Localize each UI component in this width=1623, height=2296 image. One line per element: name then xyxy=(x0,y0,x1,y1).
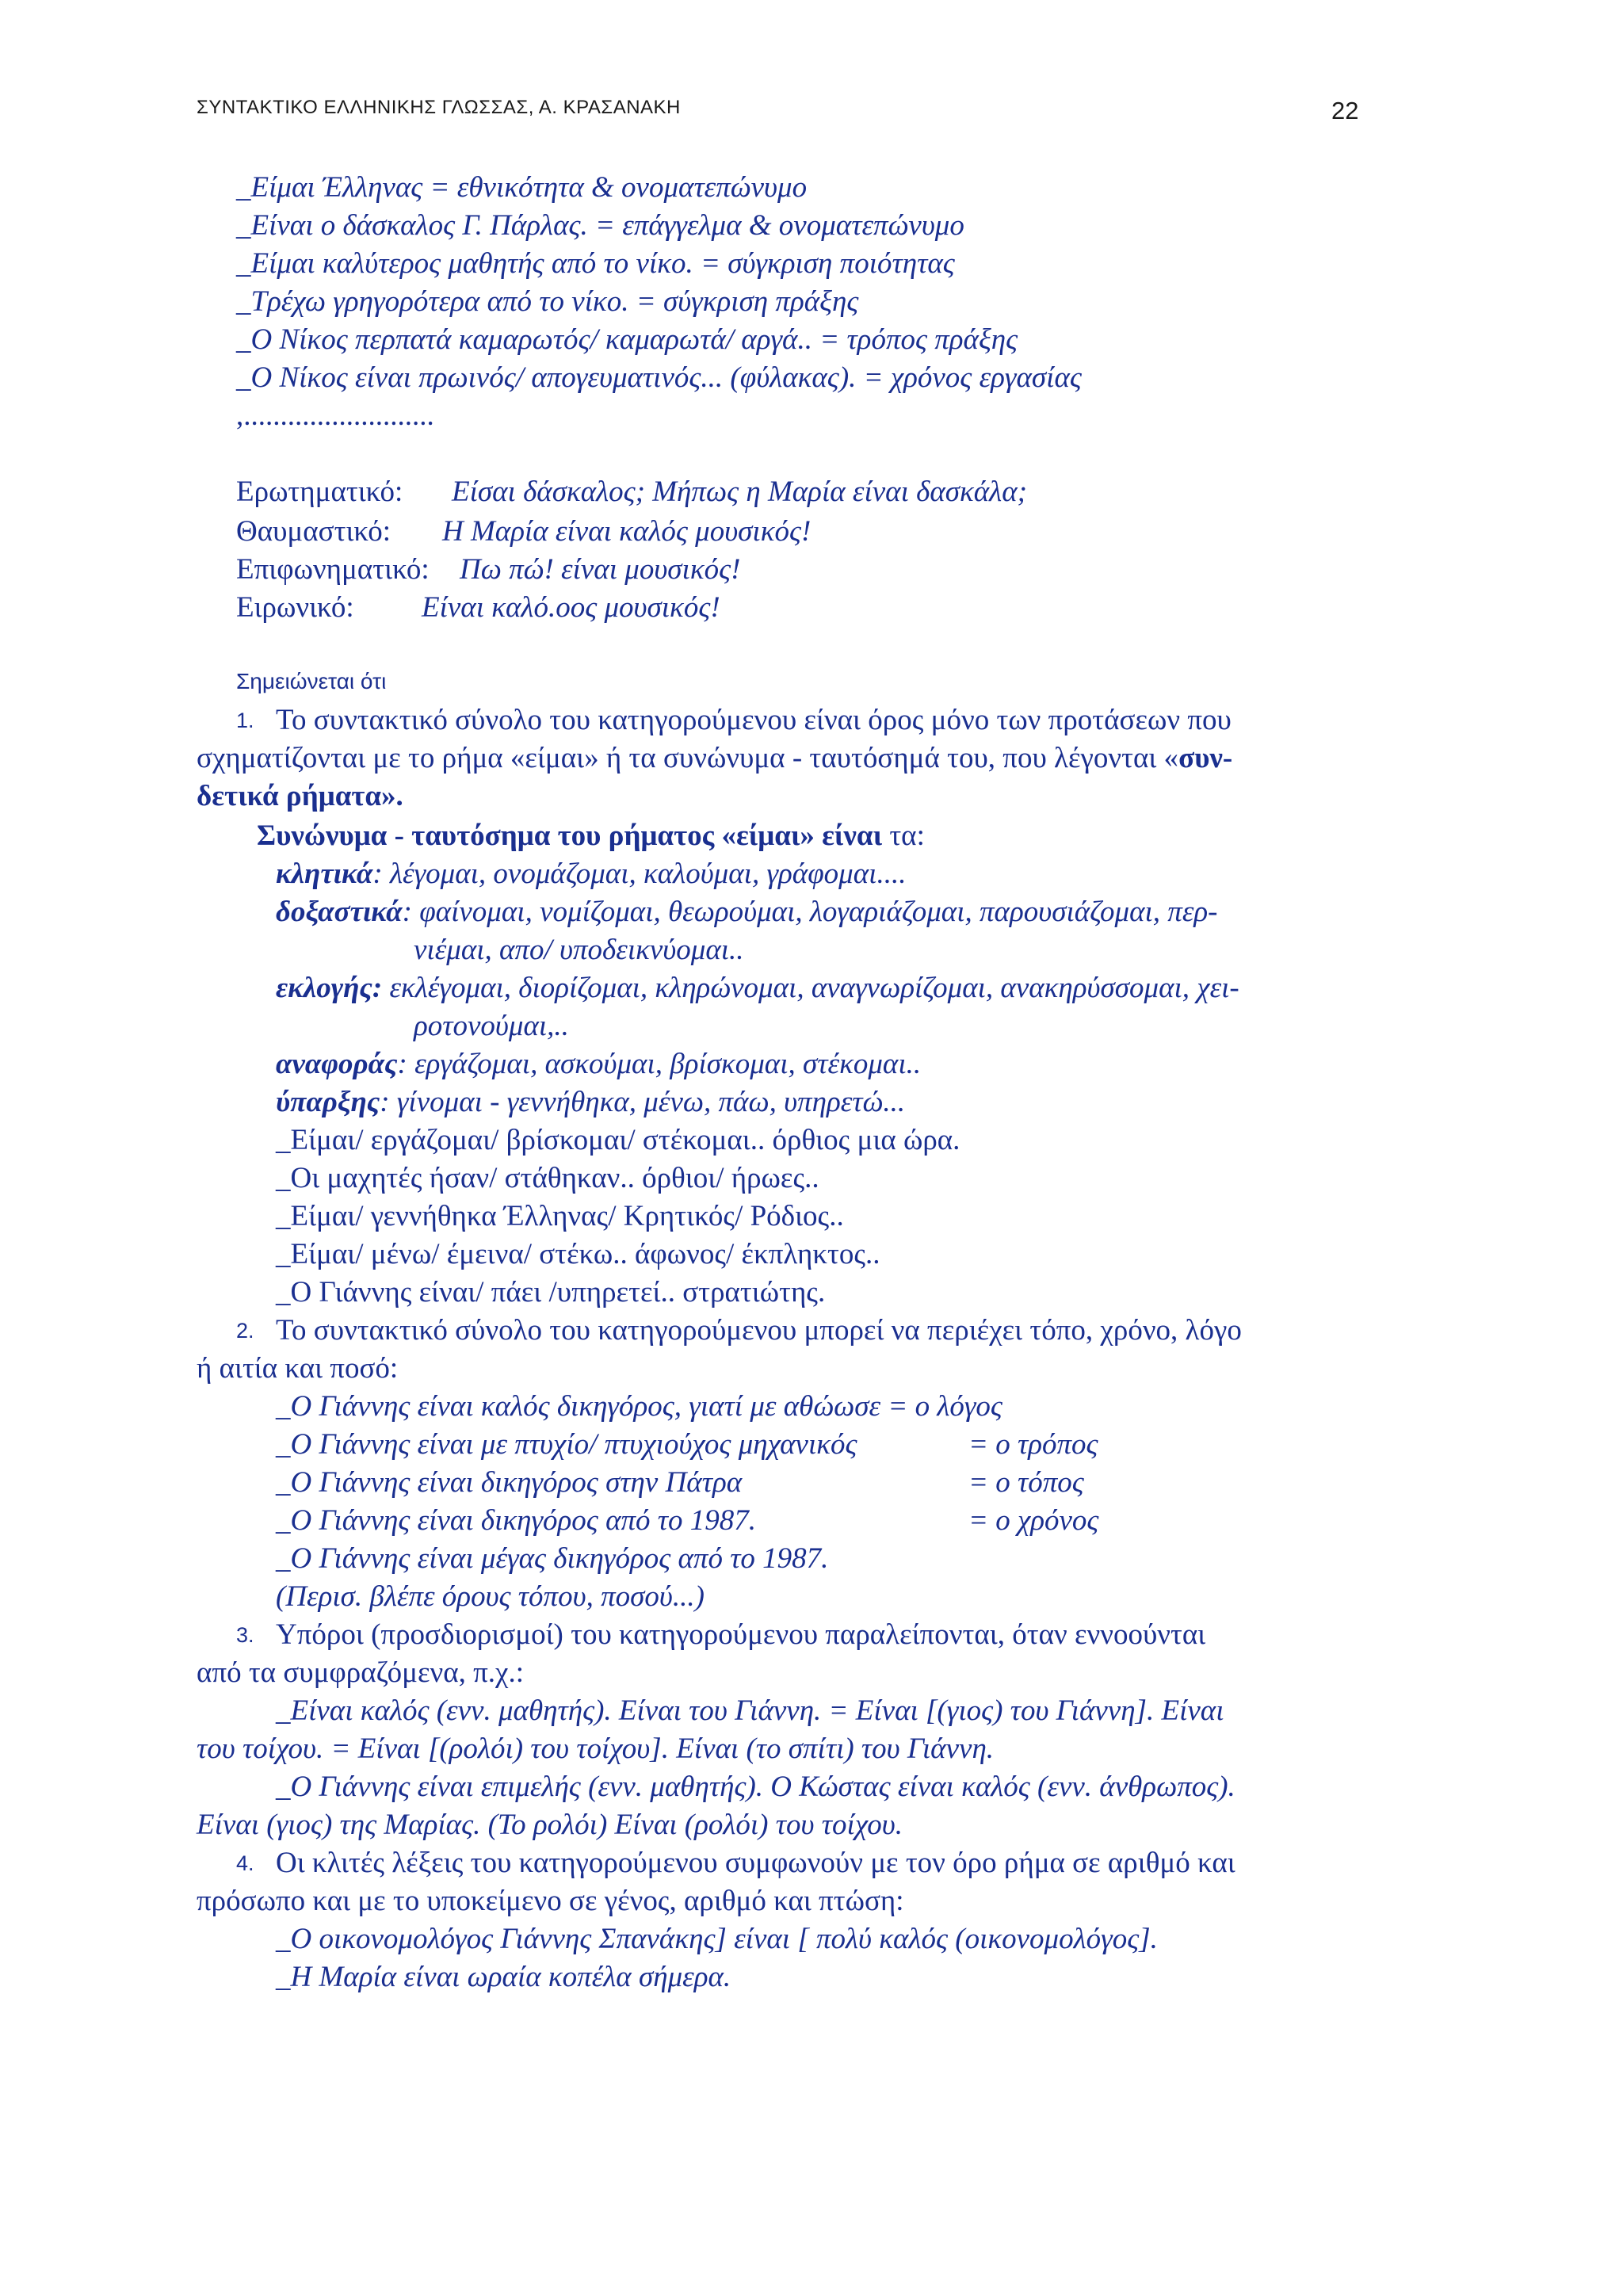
example-line: _Είμαι καλύτερος μαθητής από το νίκο. = σύγκριση ποιότητας xyxy=(236,247,955,280)
kind-example: Η Μαρία είναι καλός μουσικός! xyxy=(442,515,812,548)
kind-example: Είναι καλό.οος μουσικός! xyxy=(422,591,720,624)
example-gloss: = ο τόπος xyxy=(968,1466,1084,1499)
example-line: _Οι μαχητές ήσαν/ στάθηκαν.. όρθιοι/ ήρωες.. xyxy=(276,1162,819,1194)
point-number: 2. xyxy=(236,1319,254,1343)
kind-label: Ερωτηματικό: xyxy=(236,476,403,508)
example-line: _Τρέχω γρηγορότερα από το νίκο. = σύγκριση πράξης xyxy=(236,285,859,318)
kind-example: Πω πώ! είναι μουσικός! xyxy=(460,553,741,586)
example-line: _Ο οικονομολόγος Γιάννης Σπανάκης] είναι [ πολύ καλός (οικονομολόγος]. xyxy=(276,1923,1158,1955)
category-line: δοξαστικά: φαίνομαι, νομίζομαι, θεωρούμαι, λογαριάζομαι, παρουσιάζομαι, περ- xyxy=(276,896,1218,928)
category-continuation: ροτονούμαι,.. xyxy=(414,1010,569,1042)
kind-label: Ειρωνικό: xyxy=(236,591,354,624)
note-heading: Σημειώνεται ότι xyxy=(236,669,387,693)
category-line: ύπαρξης: γίνομαι - γεννήθηκα, μένω, πάω, υπηρετώ... xyxy=(276,1086,906,1118)
paragraph-line: δετικά ρήματα». xyxy=(197,780,403,812)
example-line: _Η Μαρία είναι ωραία κοπέλα σήμερα. xyxy=(276,1961,731,1993)
example-line: _Είμαι/ γεννήθηκα Έλληνας/ Κρητικός/ Ρόδιος.. xyxy=(276,1200,844,1232)
paragraph-line: πρόσωπο και με το υποκείμενο σε γένος, αριθμό και πτώση: xyxy=(197,1885,904,1917)
example-line: _Ο Νίκος περπατά καμαρωτός/ καμαρωτά/ αργά.. = τρόπος πράξης xyxy=(236,323,1018,356)
example-line: _Είμαι Έλληνας = εθνικότητα & ονοματεπώνυμο xyxy=(236,171,808,204)
category-continuation: νιέμαι, απο/ υποδεικνύομαι.. xyxy=(414,934,744,966)
example-line: _Είμαι/ εργάζομαι/ βρίσκομαι/ στέκομαι.. όρθιος μια ώρα. xyxy=(276,1124,960,1156)
paragraph-line: Το συντακτικό σύνολο του κατηγορούμενου είναι όρος μόνο των προτάσεων που xyxy=(276,704,1232,736)
paragraph-line: Οι κλιτές λέξεις του κατηγορούμενου συμφωνούν με τον όρο ρήμα σε αριθμό και xyxy=(276,1847,1235,1879)
example-line: _Είναι ο δάσκαλος Γ. Πάρλας. = επάγγελμα & ονοματεπώνυμο xyxy=(236,209,964,242)
paragraph-line: σχηματίζονται με το ρήμα «είμαι» ή τα συνώνυμα - ταυτόσημά του, που λέγονται «συν- xyxy=(197,742,1233,774)
example-line: _Είναι καλός (ενν. μαθητής). Είναι του Γιάννη. = Είναι [(γιος) του Γιάννη]. Είναι xyxy=(276,1694,1224,1727)
example-line: _Ο Νίκος είναι πρωινός/ απογευματινός... (φύλακας). = χρόνος εργασίας xyxy=(236,361,1082,394)
category-line: εκλογής: εκλέγομαι, διορίζομαι, κληρώνομαι, αναγνωρίζομαι, ανακηρύσσομαι, χει- xyxy=(276,972,1239,1004)
example-line: _Ο Γιάννης είναι καλός δικηγόρος, γιατί με αθώωσε = ο λόγος xyxy=(276,1390,1002,1423)
paragraph-line: Υπόροι (προσδιορισμοί) του κατηγορούμενου παραλείπονται, όταν εννοούνται xyxy=(276,1618,1206,1651)
kind-example: Είσαι δάσκαλος; Μήπως η Μαρία είναι δασκάλα; xyxy=(452,476,1027,508)
example-line: _Ο Γιάννης είναι/ πάει /υπηρετεί.. στρατιώτης. xyxy=(276,1276,826,1308)
example-line: _Ο Γιάννης είναι με πτυχίο/ πτυχιούχος μηχανικός xyxy=(276,1428,857,1461)
point-number: 4. xyxy=(236,1851,254,1875)
example-line: _Ο Γιάννης είναι μέγας δικηγόρος από το 1987. xyxy=(276,1542,829,1575)
page-number: 22 xyxy=(1331,97,1359,124)
running-header: ΣΥΝΤΑΚΤΙΚΟ ΕΛΛΗΝΙΚΗΣ ΓΛΩΣΣΑΣ, Α. ΚΡΑΣΑΝΑΚΗ xyxy=(197,97,681,118)
paragraph-line: Το συντακτικό σύνολο του κατηγορούμενου μπορεί να περιέχει τόπο, χρόνο, λόγο xyxy=(276,1314,1242,1347)
example-line: _Ο Γιάννης είναι επιμελής (ενν. μαθητής). Ο Κώστας είναι καλός (ενν. άνθρωπος). xyxy=(276,1771,1235,1803)
example-line: Είναι (γιος) της Μαρίας. (Το ρολόι) Είναι (ρολόι) του τοίχου. xyxy=(197,1809,903,1841)
synonyms-heading: Συνώνυμα - ταυτόσημα του ρήματος «είμαι» είναι τα: xyxy=(257,819,925,852)
example-line: (Περισ. βλέπε όρους τόπου, ποσού...) xyxy=(276,1580,705,1613)
example-line: _Είμαι/ μένω/ έμεινα/ στέκω.. άφωνος/ έκπληκτος.. xyxy=(276,1238,880,1270)
paragraph-line: ή αιτία και ποσό: xyxy=(197,1352,399,1385)
ellipsis-line: ,.......................... xyxy=(236,399,434,432)
kind-label: Επιφωνηματικό: xyxy=(236,553,430,586)
example-line: _Ο Γιάννης είναι δικηγόρος στην Πάτρα xyxy=(276,1466,743,1499)
point-number: 3. xyxy=(236,1623,254,1647)
category-line: κλητικά: λέγομαι, ονομάζομαι, καλούμαι, γράφομαι.... xyxy=(276,858,907,890)
kind-label: Θαυμαστικό: xyxy=(236,515,391,548)
example-line: του τοίχου. = Είναι [(ρολόι) του τοίχου]. Είναι (το σπίτι) του Γιάννη. xyxy=(197,1733,995,1765)
point-number: 1. xyxy=(236,709,254,732)
example-line: _Ο Γιάννης είναι δικηγόρος από το 1987. xyxy=(276,1504,757,1537)
example-gloss: = ο χρόνος xyxy=(968,1504,1099,1537)
category-line: αναφοράς: εργάζομαι, ασκούμαι, βρίσκομαι, στέκομαι.. xyxy=(276,1048,922,1080)
example-gloss: = ο τρόπος xyxy=(968,1428,1098,1461)
paragraph-line: από τα συμφραζόμενα, π.χ.: xyxy=(197,1656,524,1689)
